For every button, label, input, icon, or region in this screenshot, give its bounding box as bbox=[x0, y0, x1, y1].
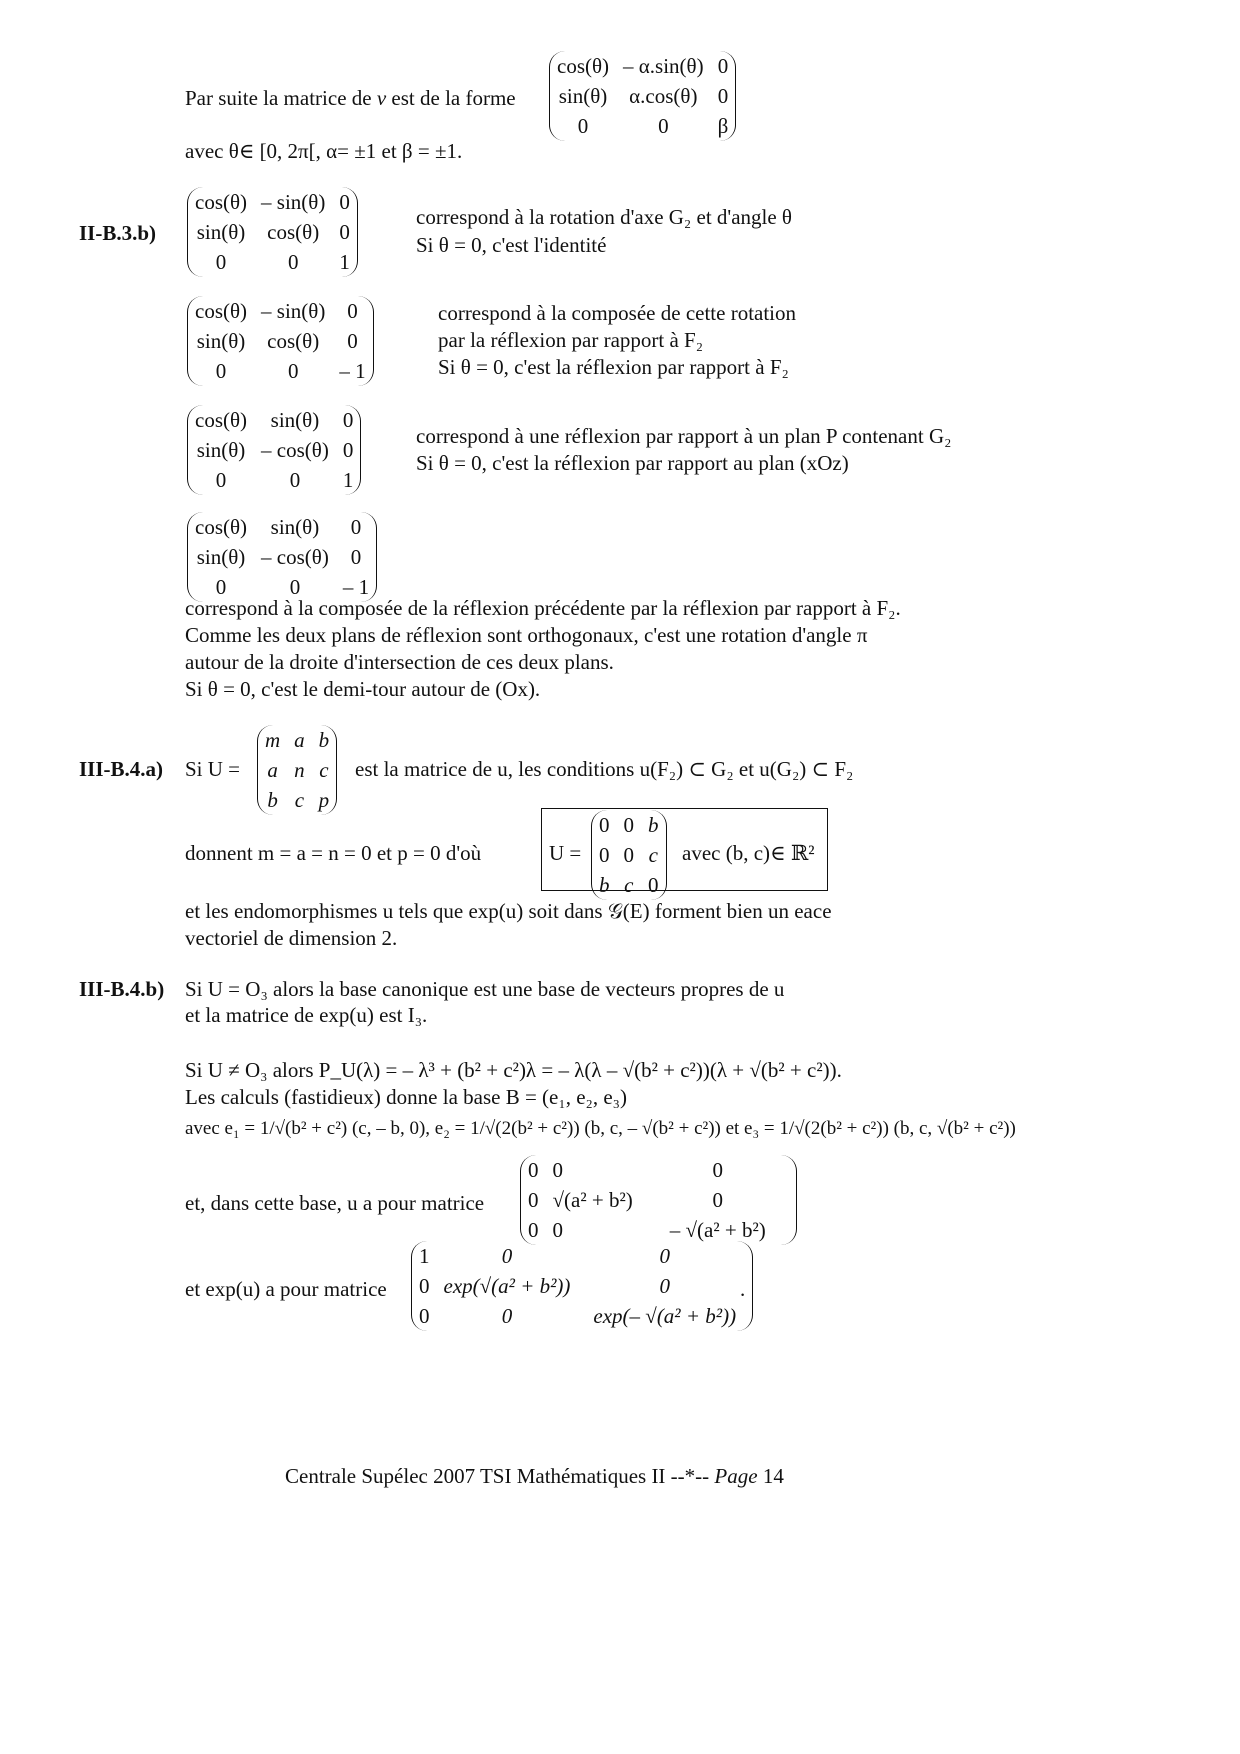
s4-line-2: et la matrice de exp(u) est I₃. bbox=[185, 1003, 428, 1027]
s3-si-u: Si U = bbox=[185, 757, 241, 781]
s3-donnent: donnent m = a = n = 0 et p = 0 d'où bbox=[185, 841, 482, 865]
footer-page-number: 14 bbox=[762, 1464, 784, 1488]
s4-line-3: Si U ≠ O₃ alors P_U(λ) = – λ³ + (b² + c²)λ = – λ(λ – √(b² + c²))(λ + √(b² + c²)). bbox=[185, 1058, 842, 1082]
s2-matrix-4: cos(θ) sin(θ) 0 sin(θ) – cos(θ) 0 0 0 – 1 bbox=[187, 512, 377, 602]
s2-text-2a: correspond à la composée de cette rotation bbox=[438, 301, 797, 325]
s2-matrix-1: cos(θ) – sin(θ) 0 sin(θ) cos(θ) 0 0 0 1 bbox=[187, 187, 358, 277]
s4-line-4: Les calculs (fastidieux) donne la base B = (e₁, e₂, e₃) bbox=[185, 1085, 627, 1109]
s1-intro: Par suite la matrice de v est de la forme bbox=[185, 86, 516, 110]
footer-page-word: Page bbox=[714, 1464, 758, 1488]
s2-text-2b: par la réflexion par rapport à F₂ bbox=[438, 328, 704, 352]
s2-matrix-2: cos(θ) – sin(θ) 0 sin(θ) cos(θ) 0 0 0 – 1 bbox=[187, 296, 374, 386]
footer-text: Centrale Supélec 2007 TSI Mathématiques II --*-- bbox=[285, 1464, 715, 1488]
s2-text-2c: Si θ = 0, c'est la réflexion par rapport à F₂ bbox=[438, 355, 789, 379]
s3-label: III-B.4.a) bbox=[79, 757, 164, 781]
s3-matrix-box: 0 0 b 0 0 c b c 0 bbox=[591, 810, 667, 900]
s2-text-3a: correspond à une réflexion par rapport à un plan P contenant G₂ bbox=[416, 424, 952, 448]
s4-line-7: et exp(u) a pour matrice bbox=[185, 1277, 387, 1301]
s3-avec: avec (b, c)∈ ℝ² bbox=[682, 841, 815, 865]
s3-line-1: et les endomorphismes u tels que exp(u) soit dans 𝒢(E) forment bien un eace bbox=[185, 899, 832, 923]
s3-u-eq: U = bbox=[549, 841, 582, 865]
s4-matrix-diag: 0 0 0 0 √(a² + b²) 0 0 0 – √(a² + b²) bbox=[520, 1155, 797, 1245]
s4-line-6: et, dans cette base, u a pour matrice bbox=[185, 1191, 485, 1215]
s2-label: II-B.3.b) bbox=[79, 221, 157, 245]
s4-period: . bbox=[740, 1277, 746, 1301]
s3-line-2: vectoriel de dimension 2. bbox=[185, 926, 398, 950]
s2-text-1a: correspond à la rotation d'axe G₂ et d'angle θ bbox=[416, 205, 792, 229]
s4-line-1: Si U = O₃ alors la base canonique est une base de vecteurs propres de u bbox=[185, 977, 785, 1001]
s1-avec: avec θ∈ [0, 2π[, α= ±1 et β = ±1. bbox=[185, 139, 463, 163]
s2-text-4d: Si θ = 0, c'est le demi-tour autour de (Ox). bbox=[185, 677, 541, 701]
s4-label: III-B.4.b) bbox=[79, 977, 165, 1001]
s2-text-3b: Si θ = 0, c'est la réflexion par rapport au plan (xOz) bbox=[416, 451, 849, 475]
s2-text-4b: Comme les deux plans de réflexion sont orthogonaux, c'est une rotation d'angle π bbox=[185, 623, 868, 647]
s2-text-4a: correspond à la composée de la réflexion précédente par la réflexion par rapport à F₂. bbox=[185, 596, 901, 620]
s3-conditions: est la matrice de u, les conditions u(F₂) ⊂ G₂ et u(G₂) ⊂ F₂ bbox=[355, 757, 854, 781]
s2-matrix-3: cos(θ) sin(θ) 0 sin(θ) – cos(θ) 0 0 0 1 bbox=[187, 405, 361, 495]
s4-line-5: avec e₁ = 1/√(b² + c²) (c, – b, 0), e₂ = 1/√(2(b² + c²)) (b, c, – √(b² + c²)) et e₃ = 1/√(2(b² + c²)) (b, c, √(b² + c²)) bbox=[185, 1118, 1016, 1139]
s2-text-1b: Si θ = 0, c'est l'identité bbox=[416, 233, 607, 257]
footer bbox=[285, 1466, 784, 1487]
s3-matrix-u: m a b a n c b c p bbox=[257, 725, 337, 815]
s4-matrix-exp: 1 0 0 0 exp(√(a² + b²)) 0 0 0 exp(– √(a² + b²)) bbox=[411, 1241, 753, 1331]
s1-matrix: cos(θ) – α.sin(θ) 0 sin(θ) α.cos(θ) 0 0 0 β bbox=[549, 51, 736, 141]
s2-text-4c: autour de la droite d'intersection de ces deux plans. bbox=[185, 650, 614, 674]
